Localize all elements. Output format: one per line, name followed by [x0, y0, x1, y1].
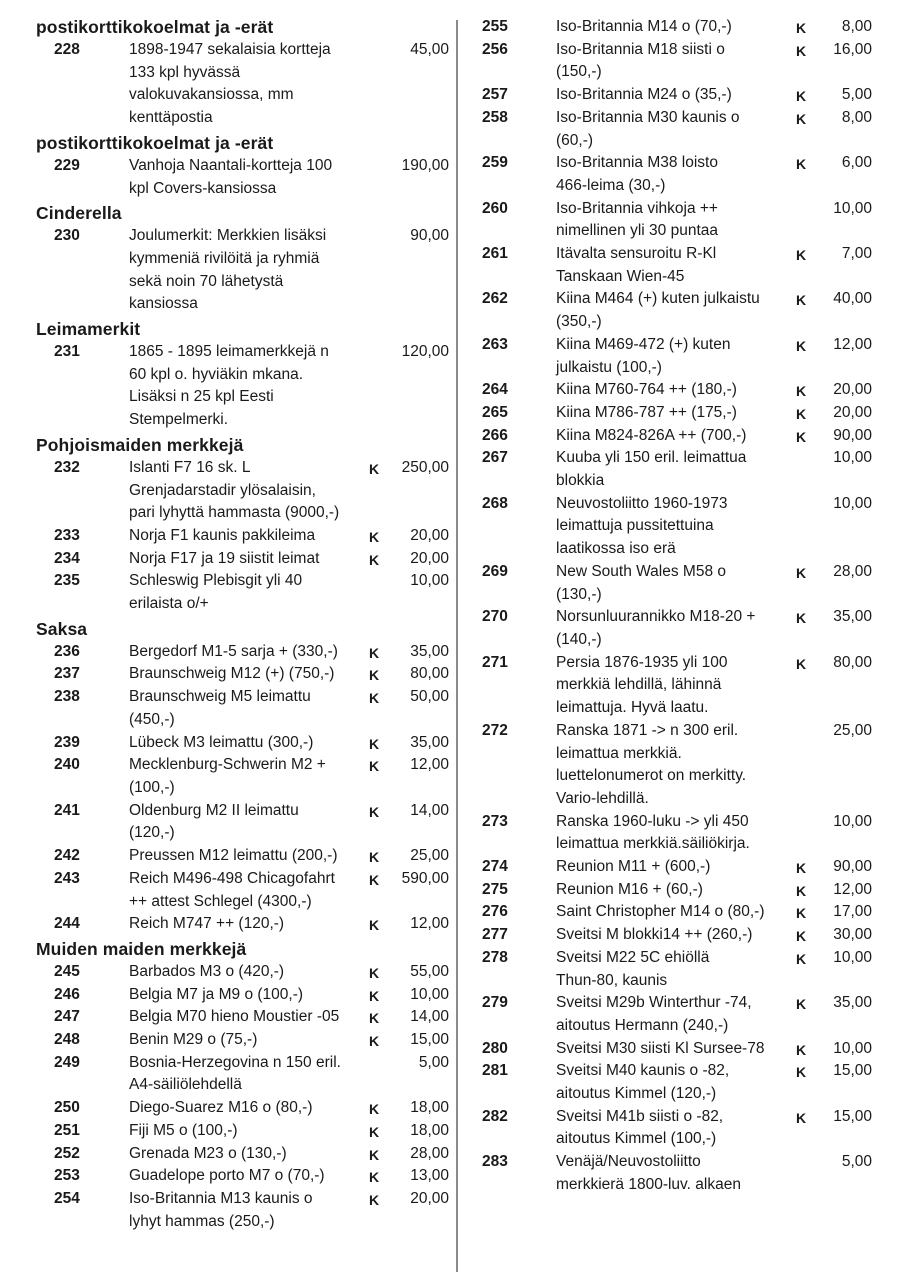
lot-row [0, 1052, 456, 1097]
lot-row [458, 288, 902, 333]
lot-description: Norja F17 ja 19 siistit leimat [129, 549, 320, 567]
lot-number: 268 [482, 494, 508, 512]
lot-row [0, 1165, 456, 1188]
lot-description: Reich M747 ++ (120,-) [129, 915, 285, 933]
lot-description: Iso-Britannia vihkoja ++ nimellinen yli 30 puntaa [556, 199, 718, 240]
lot-row [0, 913, 456, 936]
lot-row [0, 1188, 456, 1233]
lot-number: 283 [482, 1153, 508, 1171]
lot-row [458, 334, 902, 379]
lot-description: Sveitsi M29b Winterthur -74, aitoutus Hermann (240,-) [556, 994, 752, 1034]
lot-description: Iso-Britannia M14 o (70,-) [556, 18, 732, 35]
k-marker: K [369, 551, 380, 568]
lot-price: 35,00 [833, 608, 872, 626]
lot-price: 5,00 [418, 1053, 449, 1071]
lot-price: 10,00 [833, 948, 872, 966]
k-marker: K [796, 564, 807, 581]
lot-number: 231 [54, 343, 80, 361]
k-marker: K [369, 1033, 380, 1050]
lot-row [0, 457, 456, 525]
lot-price: 16,00 [833, 40, 872, 58]
lot-row [458, 992, 902, 1037]
section-heading: Saksa [36, 618, 88, 639]
lot-row [0, 984, 456, 1007]
lot-row [458, 493, 902, 561]
lot-description: Norsunluurannikko M18-20 + (140,-) [556, 608, 756, 648]
section-heading: Pohjoismaiden merkkejä [36, 434, 244, 455]
k-marker: K [796, 42, 807, 59]
lot-row [0, 845, 456, 868]
lot-description: Sveitsi M41b siisti o -82, aitoutus Kimmel (100,-) [556, 1107, 724, 1148]
lot-number: 232 [54, 458, 80, 476]
lot-description: Sveitsi M22 5C ehiöllä Thun-80, kaunis [556, 948, 710, 989]
lot-price: 12,00 [410, 915, 449, 933]
lot-number: 279 [482, 994, 508, 1012]
lot-number: 236 [54, 642, 80, 660]
lot-price: 15,00 [833, 1062, 872, 1080]
k-marker: K [369, 849, 380, 866]
lot-price: 80,00 [833, 653, 872, 671]
k-marker: K [369, 803, 380, 820]
k-marker: K [369, 871, 380, 888]
left-column [0, 14, 456, 1233]
lot-description: Braunschweig M12 (+) (750,-) [129, 665, 335, 683]
lot-price: 10,00 [410, 985, 449, 1003]
lot-price: 90,00 [833, 858, 872, 876]
lot-price: 45,00 [410, 41, 449, 58]
k-marker: K [796, 882, 807, 899]
lot-description: Reunion M16 + (60,-) [556, 880, 703, 898]
lot-row [0, 341, 456, 432]
k-marker: K [369, 528, 380, 545]
lot-row [458, 1151, 902, 1196]
lot-row [0, 1097, 456, 1120]
lot-row [0, 754, 456, 799]
k-marker: K [369, 735, 380, 752]
lot-number: 269 [482, 562, 508, 580]
k-marker: K [796, 110, 807, 127]
k-marker: K [369, 1191, 380, 1208]
lot-row [458, 947, 902, 992]
lot-description: Kuuba yli 150 eril. leimattua blokkia [556, 449, 747, 490]
lot-description: Oldenburg M2 II leimattu (120,-) [129, 801, 299, 842]
lot-number: 245 [54, 962, 80, 980]
lot-row [0, 155, 456, 200]
lot-row [0, 548, 456, 571]
lot-number: 265 [482, 403, 508, 421]
lot-description: Neuvostoliitto 1960-1973 leimattuja pussitettuina laatikossa iso erä [556, 494, 728, 558]
lot-price: 35,00 [410, 642, 449, 660]
lot-price: 25,00 [410, 847, 449, 865]
k-marker: K [796, 1109, 807, 1126]
lot-description: Persia 1876-1935 yli 100 merkkiä lehdillä, lähinnä leimattuja. Hyvä laatu. [556, 653, 728, 717]
lot-number: 237 [54, 665, 80, 683]
lot-price: 12,00 [410, 756, 449, 774]
lot-price: 5,00 [841, 1153, 872, 1171]
lot-description: Bosnia-Herzegovina n 150 eril. A4-säiliölehdellä [129, 1053, 341, 1094]
lot-price: 40,00 [833, 290, 872, 308]
section-heading: Cinderella [36, 203, 122, 224]
lot-row [0, 641, 456, 664]
lot-row [458, 720, 902, 811]
lot-row [0, 663, 456, 686]
k-marker: K [369, 644, 380, 661]
lot-number: 234 [54, 549, 80, 567]
lot-number: 270 [482, 608, 508, 626]
k-marker: K [796, 405, 807, 422]
lot-price: 35,00 [833, 994, 872, 1012]
k-marker: K [796, 860, 807, 877]
lot-price: 28,00 [833, 562, 872, 580]
lot-description: Reich M496-498 Chicagofahrt ++ attest Schlegel (4300,-) [129, 869, 335, 910]
lot-description: Iso-Britannia M24 o (35,-) [556, 86, 732, 104]
lot-price: 120,00 [401, 343, 449, 361]
lot-row [458, 1038, 902, 1061]
lot-number: 255 [482, 18, 508, 35]
lot-row [0, 570, 456, 615]
lot-description: Vanhoja Naantali-kortteja 100 kpl Covers-kansiossa [129, 156, 333, 197]
lot-number: 278 [482, 948, 508, 966]
lot-price: 8,00 [841, 108, 872, 126]
lot-price: 12,00 [833, 880, 872, 898]
lot-row [458, 856, 902, 879]
lot-description: Ranska 1871 -> n 300 eril. leimattua merkkiä. luettelonumerot on merkitty. Vario-lehdillä. [556, 721, 747, 807]
lot-price: 7,00 [841, 245, 872, 263]
lot-description: Kiina M824-826A ++ (700,-) [556, 426, 747, 444]
lot-number: 251 [54, 1121, 80, 1139]
lot-number: 273 [482, 812, 508, 830]
lot-number: 277 [482, 926, 508, 944]
lot-number: 267 [482, 449, 508, 467]
lot-number: 274 [482, 858, 508, 876]
k-marker: K [369, 1123, 380, 1140]
lot-number: 280 [482, 1039, 508, 1057]
lot-description: Reunion M11 + (600,-) [556, 858, 711, 876]
lot-row [458, 425, 902, 448]
lot-number: 275 [482, 880, 508, 898]
k-marker: K [796, 337, 807, 354]
lot-number: 243 [54, 869, 80, 887]
lot-description: Guadelope porto M7 o (70,-) [129, 1167, 325, 1185]
lot-row [0, 800, 456, 845]
lot-description: Sveitsi M30 siisti Kl Sursee-78 [556, 1039, 765, 1057]
lot-number: 266 [482, 426, 508, 444]
lot-description: Grenada M23 o (130,-) [129, 1144, 287, 1162]
lot-description: Bergedorf M1-5 sarja + (330,-) [129, 642, 338, 660]
lot-price: 20,00 [833, 403, 872, 421]
lot-price: 18,00 [410, 1121, 449, 1139]
lot-description: Lübeck M3 leimattu (300,-) [129, 733, 314, 751]
lot-number: 253 [54, 1167, 80, 1185]
lot-row [458, 402, 902, 425]
lot-description: Norja F1 kaunis pakkileima [129, 526, 316, 544]
k-marker: K [796, 996, 807, 1013]
lot-price: 90,00 [410, 227, 449, 245]
lot-number: 229 [54, 156, 80, 174]
lot-description: Kiina M786-787 ++ (175,-) [556, 403, 737, 421]
lot-price: 13,00 [410, 1167, 449, 1185]
lot-row [458, 447, 902, 492]
lot-number: 271 [482, 653, 508, 671]
k-marker: K [796, 292, 807, 309]
lot-description: Sveitsi M blokki14 ++ (260,-) [556, 926, 753, 944]
k-marker: K [796, 1041, 807, 1058]
lot-description: Itävalta sensuroitu R-Kl Tanskaan Wien-45 [556, 245, 717, 285]
k-marker: K [796, 88, 807, 105]
section-heading: Leimamerkit [36, 319, 141, 340]
lot-description: Preussen M12 leimattu (200,-) [129, 847, 338, 865]
lot-price: 8,00 [841, 18, 872, 35]
k-marker: K [796, 383, 807, 400]
lot-price: 20,00 [410, 1189, 449, 1207]
lot-price: 10,00 [833, 449, 872, 467]
lot-number: 249 [54, 1053, 80, 1071]
k-marker: K [369, 1146, 380, 1163]
k-marker: K [796, 1064, 807, 1081]
lot-description: Barbados M3 o (420,-) [129, 962, 285, 980]
lot-number: 276 [482, 903, 508, 921]
lot-row [458, 198, 902, 243]
lot-price: 10,00 [833, 1039, 872, 1057]
k-marker: K [796, 428, 807, 445]
lot-price: 10,00 [410, 572, 449, 590]
lot-number: 235 [54, 572, 80, 590]
k-marker: K [369, 1010, 380, 1027]
lot-number: 230 [54, 227, 80, 245]
lot-description: Schleswig Plebisgit yli 40 erilaista o/+ [129, 572, 303, 613]
lot-row [458, 879, 902, 902]
lot-description: Sveitsi M40 kaunis o -82, aitoutus Kimmel (120,-) [556, 1062, 730, 1103]
lot-price: 55,00 [410, 962, 449, 980]
lot-number: 264 [482, 381, 508, 399]
lot-number: 262 [482, 290, 508, 308]
lot-description: Ranska 1960-luku -> yli 450 leimattua merkkiä.säiliökirja. [556, 812, 750, 853]
lot-number: 250 [54, 1099, 80, 1117]
lot-row [458, 39, 902, 84]
k-marker: K [796, 156, 807, 173]
lot-description: Saint Christopher M14 o (80,-) [556, 903, 765, 921]
lot-row [458, 84, 902, 107]
lot-number: 259 [482, 154, 508, 172]
k-marker: K [796, 905, 807, 922]
lot-row [458, 16, 902, 39]
lot-number: 242 [54, 847, 80, 865]
lot-row [0, 1029, 456, 1052]
lot-price: 30,00 [833, 926, 872, 944]
lot-description: 1898-1947 sekalaisia kortteja 133 kpl hyvässä valokuvakansiossa, mm kenttäpostia [129, 41, 331, 127]
lot-number: 282 [482, 1107, 508, 1125]
lot-number: 228 [54, 41, 80, 58]
k-marker: K [369, 917, 380, 934]
lot-number: 248 [54, 1031, 80, 1049]
lot-number: 233 [54, 526, 80, 544]
lot-row [0, 225, 456, 316]
lot-price: 50,00 [410, 688, 449, 706]
lot-number: 257 [482, 86, 508, 104]
lot-number: 246 [54, 985, 80, 1003]
lot-row [458, 652, 902, 720]
lot-number: 261 [482, 245, 508, 263]
lot-row [458, 1060, 902, 1105]
k-marker: K [369, 1169, 380, 1186]
lot-price: 28,00 [410, 1144, 449, 1162]
lot-price: 20,00 [410, 549, 449, 567]
lot-number: 239 [54, 733, 80, 751]
lot-price: 15,00 [833, 1107, 872, 1125]
lot-price: 25,00 [833, 721, 872, 739]
k-marker: K [796, 610, 807, 627]
lot-row [458, 1106, 902, 1151]
lot-description: Iso-Britannia M13 kaunis o lyhyt hammas (250,-) [129, 1189, 313, 1230]
lot-description: 1865 - 1895 leimamerkkejä n 60 kpl o. hyviäkin mkana. Lisäksi n 25 kpl Eesti Stempelmerki. [129, 343, 329, 429]
lot-price: 6,00 [841, 154, 872, 172]
lot-price: 10,00 [833, 812, 872, 830]
k-marker: K [369, 987, 380, 1004]
k-marker: K [369, 758, 380, 775]
lot-description: Iso-Britannia M38 loisto 466-leima (30,-) [556, 154, 718, 194]
lot-number: 254 [54, 1189, 80, 1207]
k-marker: K [796, 247, 807, 264]
lot-price: 10,00 [833, 494, 872, 512]
lot-number: 260 [482, 199, 508, 217]
lot-number: 247 [54, 1008, 80, 1026]
lot-number: 241 [54, 801, 80, 819]
lot-price: 12,00 [833, 335, 872, 353]
section-heading: Muiden maiden merkkejä [36, 938, 247, 959]
lot-description: Mecklenburg-Schwerin M2 + (100,-) [129, 756, 326, 796]
lot-price: 250,00 [401, 458, 449, 476]
lot-number: 263 [482, 335, 508, 353]
lot-row [0, 1143, 456, 1166]
lot-description: Fiji M5 o (100,-) [129, 1121, 238, 1139]
lot-number: 256 [482, 40, 508, 58]
lot-row [458, 379, 902, 402]
right-column [458, 16, 902, 1197]
k-marker: K [369, 667, 380, 684]
k-marker: K [796, 950, 807, 967]
lot-row [0, 1120, 456, 1143]
lot-row [0, 39, 456, 130]
lot-description: Kiina M469-472 (+) kuten julkaistu (100,-) [556, 335, 731, 376]
lot-price: 14,00 [410, 1008, 449, 1026]
lot-number: 272 [482, 721, 508, 739]
lot-row [0, 868, 456, 913]
lot-price: 15,00 [410, 1031, 449, 1049]
lot-number: 281 [482, 1062, 508, 1080]
lot-number: 244 [54, 915, 80, 933]
lot-price: 14,00 [410, 801, 449, 819]
k-marker: K [369, 460, 380, 477]
lot-row [458, 606, 902, 651]
lot-row [458, 243, 902, 288]
lot-description: Iso-Britannia M18 siisti o (150,-) [556, 40, 725, 81]
lot-description: Benin M29 o (75,-) [129, 1031, 258, 1049]
lot-price: 190,00 [401, 156, 449, 174]
lot-price: 5,00 [841, 86, 872, 104]
lot-row [458, 901, 902, 924]
lot-description: Iso-Britannia M30 kaunis o (60,-) [556, 108, 740, 149]
lot-row [458, 811, 902, 856]
lot-row [0, 525, 456, 548]
k-marker: K [369, 1101, 380, 1118]
lot-price: 17,00 [833, 903, 872, 921]
lot-description: Venäjä/Neuvostoliitto merkkierä 1800-luv. alkaen [556, 1153, 741, 1193]
k-marker: K [796, 928, 807, 945]
lot-price: 20,00 [410, 526, 449, 544]
k-marker: K [796, 20, 807, 36]
section-heading: postikorttikokoelmat ja -erät [36, 17, 274, 37]
lot-row [458, 924, 902, 947]
lot-row [0, 961, 456, 984]
lot-description: Diego-Suarez M16 o (80,-) [129, 1099, 313, 1117]
lot-price: 90,00 [833, 426, 872, 444]
lot-row [458, 152, 902, 197]
lot-price: 18,00 [410, 1099, 449, 1117]
lot-number: 252 [54, 1144, 80, 1162]
lot-description: Islanti F7 16 sk. L Grenjadarstadir ylösalaisin, pari lyhyttä hammasta (9000,-) [129, 458, 340, 522]
lot-price: 20,00 [833, 381, 872, 399]
k-marker: K [369, 690, 380, 707]
k-marker: K [369, 964, 380, 981]
lot-description: Kiina M760-764 ++ (180,-) [556, 381, 737, 399]
lot-price: 10,00 [833, 199, 872, 217]
lot-description: Kiina M464 (+) kuten julkaistu (350,-) [556, 290, 760, 331]
lot-number: 258 [482, 108, 508, 126]
lot-number: 240 [54, 756, 80, 774]
lot-description: Belgia M7 ja M9 o (100,-) [129, 985, 304, 1003]
section-heading: postikorttikokoelmat ja -erät [36, 132, 274, 153]
lot-row [458, 561, 902, 606]
lot-row [0, 686, 456, 731]
lot-number: 238 [54, 688, 80, 706]
lot-price: 80,00 [410, 665, 449, 683]
lot-row [458, 107, 902, 152]
lot-price: 590,00 [401, 869, 449, 887]
lot-description: Braunschweig M5 leimattu (450,-) [129, 688, 311, 728]
lot-description: Joulumerkit: Merkkien lisäksi kymmeniä rivilöitä ja ryhmiä sekä noin 70 lähetystä kansiossa [129, 227, 327, 313]
k-marker: K [796, 655, 807, 672]
lot-price: 35,00 [410, 733, 449, 751]
lot-row [0, 732, 456, 755]
lot-description: Belgia M70 hieno Moustier -05 [129, 1008, 340, 1026]
lot-description: New South Wales M58 o (130,-) [556, 562, 727, 603]
lot-row [0, 1006, 456, 1029]
